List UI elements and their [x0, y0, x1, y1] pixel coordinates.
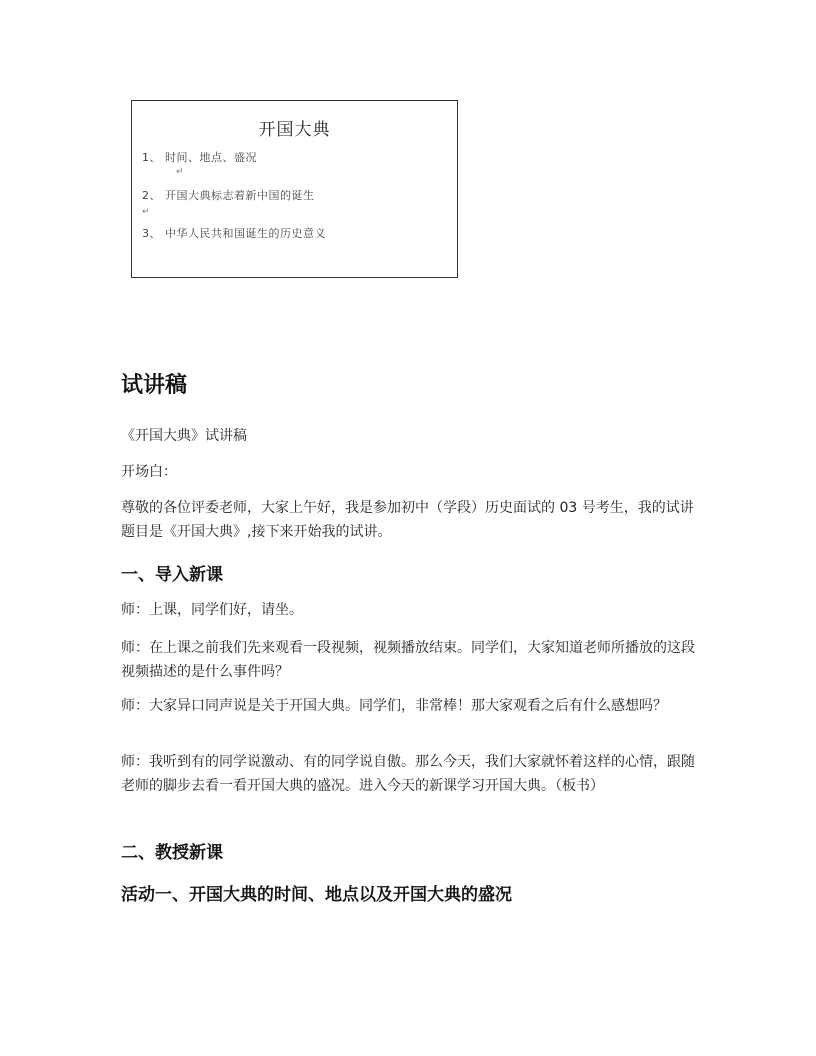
board-item-2: 2、 开国大典标志着新中国的诞生	[142, 189, 315, 202]
section-1-paragraph-2: 师：在上课之前我们先来观看一段视频，视频播放结束。同学们，大家知道老师所播放的这段视频描述的是什么事件吗？	[121, 640, 695, 680]
document-subtitle: 《开国大典》试讲稿	[121, 428, 247, 444]
board-title: 开国大典	[258, 120, 331, 140]
board-item-3: 3、 中华人民共和国诞生的历史意义	[142, 227, 326, 240]
paragraph-mark: ↵	[142, 207, 150, 217]
board-item-1: 1、 时间、地点、盛况	[142, 151, 257, 164]
section-1-paragraph-3: 师：大家异口同声说是关于开国大典。同学们，非常棒！那大家观看之后有什么感想吗？	[121, 698, 667, 714]
section-2-title: 二、教授新课	[121, 843, 223, 863]
activity-1-title: 活动一、开国大典的时间、地点以及开国大典的盛况	[121, 885, 512, 905]
document-heading: 试讲稿	[121, 373, 188, 398]
section-1-paragraph-4: 师：我听到有的同学说激动、有的同学说自傲。那么今天，我们大家就怀着这样的心情，跟随老师的脚步去看一看开国大典的盛况。进入今天的新课学习开国大典。（板书）	[121, 754, 695, 794]
opening-label: 开场白：	[121, 464, 177, 480]
section-1-title: 一、导入新课	[121, 565, 223, 585]
section-1-paragraph-1: 师：上课，同学们好，请坐。	[121, 602, 303, 618]
opening-paragraph: 尊敬的各位评委老师，大家上午好，我是参加初中（学段）历史面试的 03 号考生，我的试讲题目是《开国大典》,接下来开始我的试讲。	[121, 500, 694, 540]
paragraph-mark: ↵	[176, 167, 184, 177]
blackboard-design	[131, 100, 458, 278]
